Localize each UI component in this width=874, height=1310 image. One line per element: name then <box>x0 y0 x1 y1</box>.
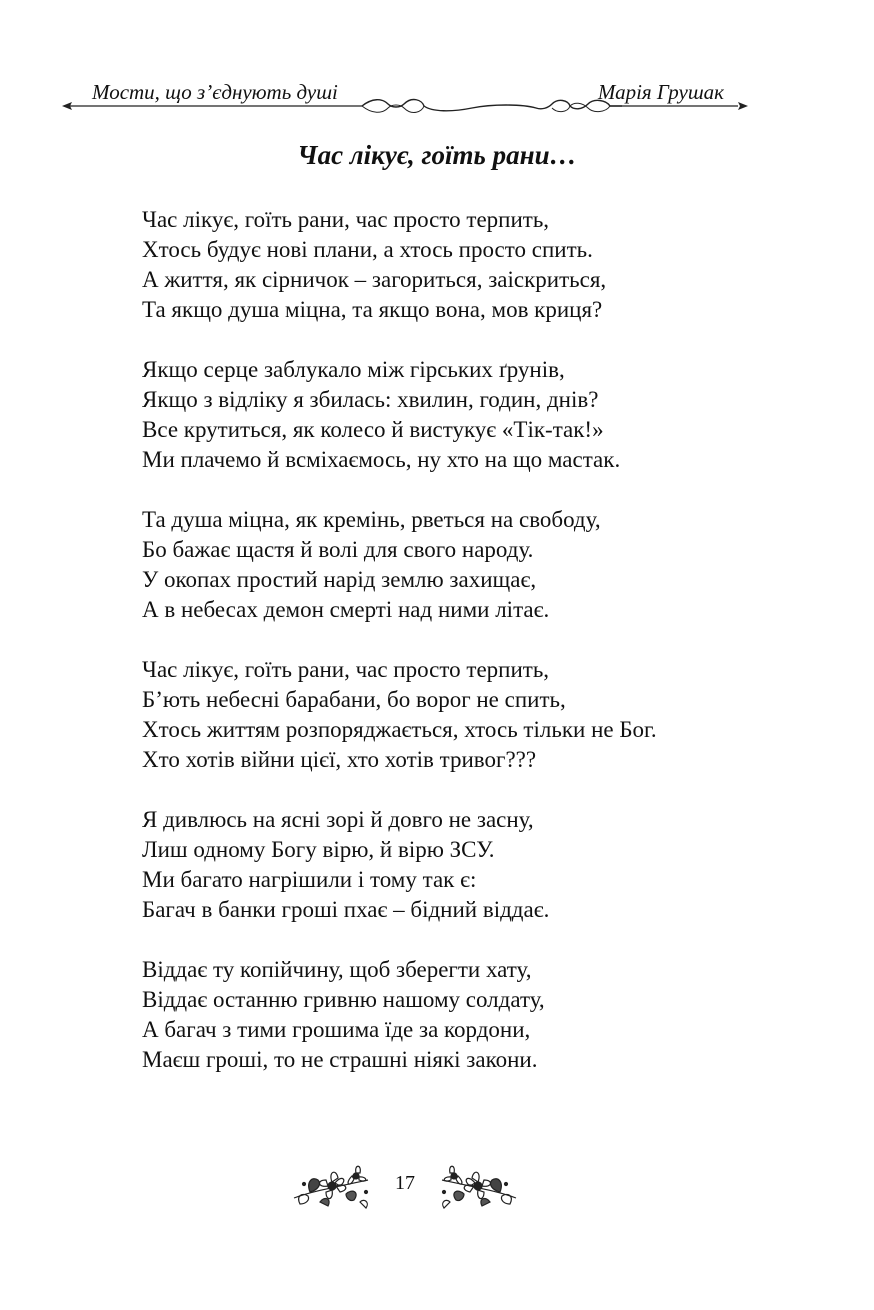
poem-line: Якщо з відліку я збилась: хвилин, годин, днів? <box>142 387 599 412</box>
poem-line: У окопах простий нарід землю захищає, <box>142 567 537 592</box>
stanza <box>142 355 782 475</box>
stanza <box>142 505 782 625</box>
poem-line: Та душа міцна, як кремінь, рветься на свободу, <box>142 507 601 532</box>
poem-line: А в небесах демон смерті над ними літає. <box>142 597 550 622</box>
poem-line: Якщо серце заблукало між гірських ґрунів, <box>142 357 565 382</box>
running-header <box>62 80 748 116</box>
stanza <box>142 655 782 775</box>
poem-line: Хтось життям розпоряджається, хтось тільки не Бог. <box>142 717 657 742</box>
header-ornament-rule <box>62 96 748 116</box>
poem-line: Хтось будує нові плани, а хтось просто спить. <box>142 237 593 262</box>
poem-line: Та якщо душа міцна, та якщо вона, мов криця? <box>142 297 603 322</box>
poem-title: Час лікує, гоїть рани… <box>297 140 577 170</box>
poem-line: Ми багато нагрішили і тому так є: <box>142 867 477 892</box>
poem-line: А багач з тими грошима їде за кордони, <box>142 1017 531 1042</box>
author-name: Марія Грушак <box>597 80 724 104</box>
poem-line: Б’ють небесні барабани, бо ворог не спить, <box>142 687 566 712</box>
poem-line: Бо бажає щастя й волі для свого народу. <box>142 537 534 562</box>
poem-line: Час лікує, гоїть рани, час просто терпить, <box>142 207 550 232</box>
poem-line: Все крутиться, як колесо й вистукує «Тік-так!» <box>142 417 604 442</box>
poem-line: Час лікує, гоїть рани, час просто терпить, <box>142 657 550 682</box>
stanza <box>142 955 782 1075</box>
poem-line: Віддає останню гривню нашому солдату, <box>142 987 545 1012</box>
poem-line: Лиш одному Богу вірю, й вірю ЗСУ. <box>142 837 495 862</box>
poem-line: Маєш гроші, то не страшні ніякі закони. <box>142 1047 538 1072</box>
stanza <box>142 205 782 325</box>
poem-line: А життя, як сірничок – загориться, заіскриться, <box>142 267 607 292</box>
stanza <box>142 805 782 925</box>
book-title: Мости, що з’єднують душі <box>92 80 338 104</box>
page-footer <box>290 1158 520 1218</box>
poem-line: Хто хотів війни цієї, хто хотів тривог??? <box>142 747 537 772</box>
poem-line: Багач в банки гроші пхає – бідний віддає. <box>142 897 550 922</box>
poem-line: Віддає ту копійчину, щоб зберегти хату, <box>142 957 532 982</box>
poem-line: Ми плачемо й всміхаємось, ну хто на що мастак. <box>142 447 621 472</box>
page-number: 17 <box>395 1172 415 1194</box>
poem-body <box>142 205 782 1105</box>
flower-ornament-icon <box>438 1158 520 1214</box>
poem-line: Я дивлюсь на ясні зорі й довго не засну, <box>142 807 534 832</box>
